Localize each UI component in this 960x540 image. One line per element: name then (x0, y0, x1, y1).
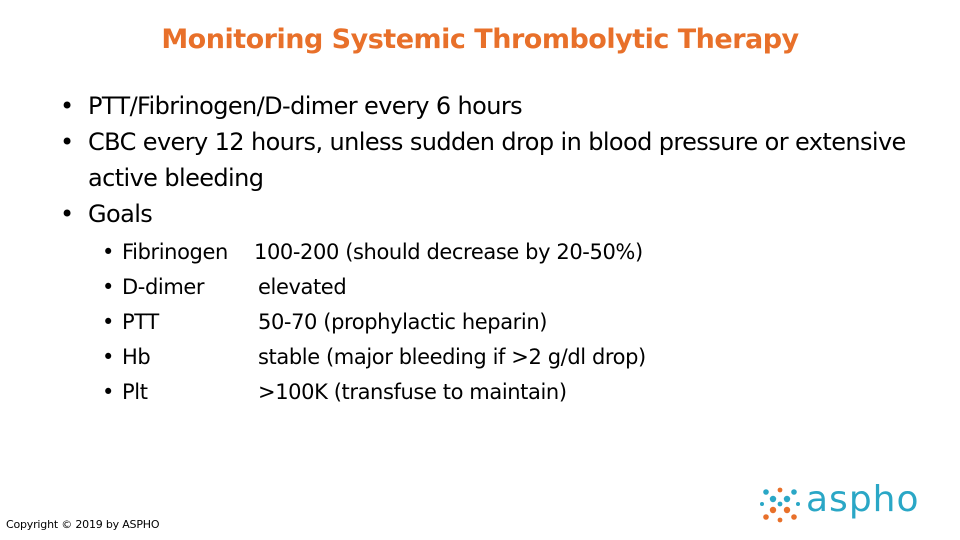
bullet-text: CBC every 12 hours, unless sudden drop in blood pressure or extensive active bleeding (88, 128, 906, 192)
bullet-dot: • (102, 310, 114, 334)
goal-item (102, 270, 920, 305)
copyright-notice: Copyright © 2019 by ASPHO (6, 518, 160, 531)
bullet-dot: • (60, 200, 74, 228)
goal-value: elevated (258, 275, 347, 299)
bullet-dot: • (102, 345, 114, 369)
goal-label: D-dimer (122, 275, 205, 299)
goal-value: >100K (transfuse to maintain) (258, 380, 567, 404)
goal-item (102, 375, 920, 410)
goal-item (102, 305, 920, 340)
goal-label: PTT (122, 310, 159, 334)
bullet-dot: • (60, 92, 74, 120)
bullet-dot: • (60, 128, 74, 156)
goal-value: 50-70 (prophylactic heparin) (258, 310, 548, 334)
bullet-dot: • (102, 275, 114, 299)
bullet-list (60, 88, 920, 410)
aspho-logo-icon (760, 484, 800, 524)
bullet-text: PTT/Fibrinogen/D-dimer every 6 hours (88, 92, 523, 120)
goal-label: Fibrinogen (122, 240, 228, 264)
slide-title: Monitoring Systemic Thrombolytic Therapy (161, 24, 799, 55)
bullet-item (60, 88, 920, 124)
bullet-item (60, 196, 920, 232)
goal-value: 100-200 (should decrease by 20-50%) (254, 240, 643, 264)
bullet-text: Goals (88, 200, 153, 228)
goal-value: stable (major bleeding if >2 g/dl drop) (258, 345, 646, 369)
goals-list (102, 235, 920, 410)
goal-label: Plt (122, 380, 148, 404)
logo-text: aspho (806, 479, 920, 520)
goal-item (102, 235, 920, 270)
bullet-dot: • (102, 240, 114, 264)
bullet-dot: • (102, 380, 114, 404)
bullet-item (60, 124, 920, 196)
goal-item (102, 340, 920, 375)
goal-label: Hb (122, 345, 151, 369)
